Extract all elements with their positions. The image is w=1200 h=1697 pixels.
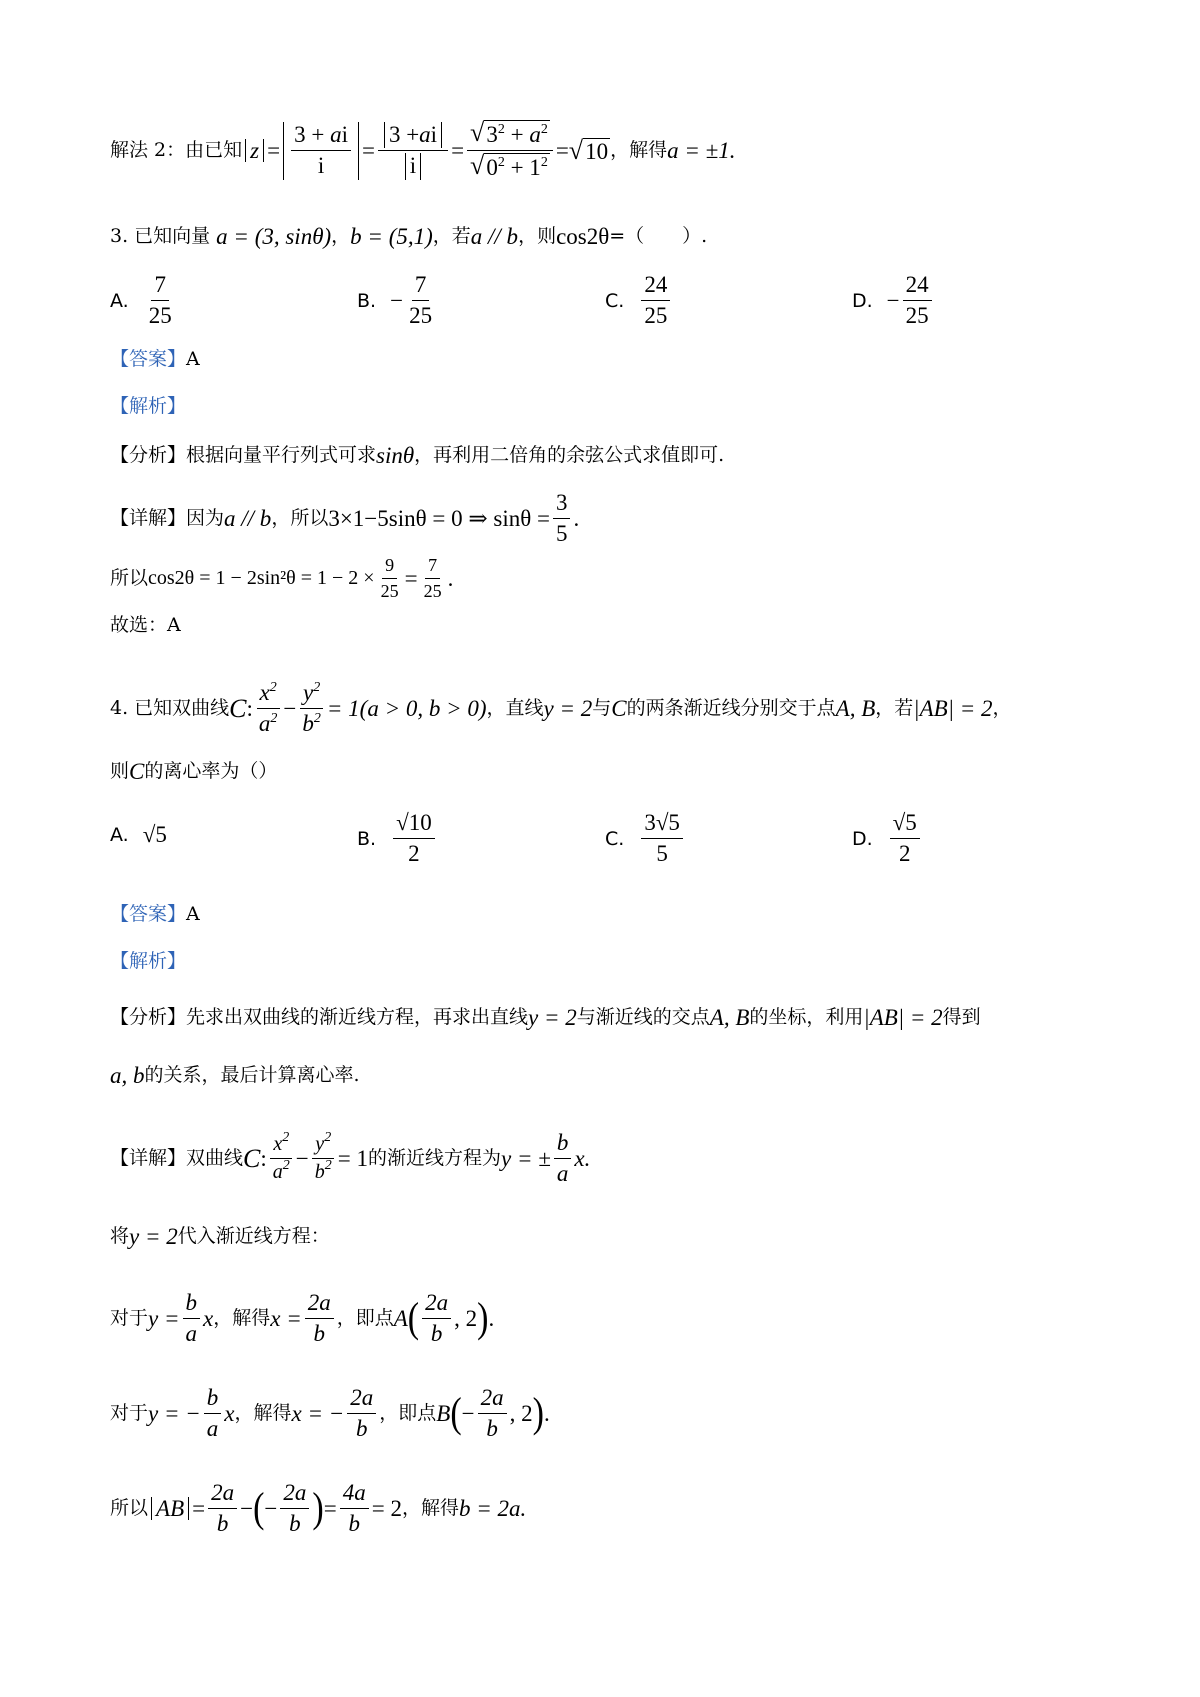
q3-target: cos2θ xyxy=(556,224,610,249)
q4-fenxi-tag: 【分析】 xyxy=(110,1006,187,1028)
q3-fenxi-tag: 【分析】 xyxy=(110,444,187,466)
q4-answer: A xyxy=(186,903,200,925)
q4-fenxi-line1: 【分析】 先求出双曲线的渐近线方程，再求出直线 y = 2 与渐近线的交点 A, B 的坐标，利用 |AB| = 2 得到 xyxy=(110,1005,981,1030)
q3-vec-b: b = (5,1) xyxy=(350,224,433,249)
q3-line2: 所以 cos2θ = 1 − 2sin²θ = 1 − 2 × $\frac{9}{25}$ = $\frac{7}{25}$ . xyxy=(110,555,454,601)
q4-stem-prefix: 4. 已知双曲线 xyxy=(110,697,230,720)
q4-analysis-tag: 【解析】 xyxy=(110,950,187,972)
q3-stem: 3. 已知向量 a = (3, sinθ) ， b = (5,1) ，若 a // b ，则 cos2θ =（ ）. xyxy=(110,224,708,249)
solution2-result: a = ±1. xyxy=(667,138,736,164)
sqrt-10: √ 10 xyxy=(568,135,609,165)
q4-substitute-line: 将 y = 2 代入渐近线方程： xyxy=(110,1224,330,1249)
q3-option-d[interactable]: D. − $\frac{24}{25}$ xyxy=(852,272,935,330)
q3-option-c[interactable]: C. $\frac{24}{25}$ xyxy=(605,272,673,330)
q4-option-b[interactable]: B. $\frac{√10}{2}$ xyxy=(357,810,438,868)
q4-point-b-line: 对于 y = − $\frac{b}{a}$ x ，解得 x = − $\frac{2a}{b}$ ，即点 B ( − $\frac{2a}{b}$ , 2 ) . xyxy=(110,1385,550,1442)
q3-analysis-line xyxy=(110,397,186,416)
q3-detail-line: 【详解】 因为 a // b ，所以 3×1−5sinθ = 0 ⇒ sinθ = $\frac{3}{5}$ . xyxy=(110,490,580,547)
q3-stem-ask: ，则 xyxy=(518,225,557,247)
q3-option-a[interactable]: A. $\frac{7}{25}$ xyxy=(110,272,172,329)
q4-detail-tag: 【详解】 xyxy=(110,1147,187,1170)
q4-stem-line1: 4. 已知双曲线 C : $\frac{x^2}{a^2}$ − $\frac{y^2}{b^2}$ = 1(a > 0, b > 0) ，直线 y = 2 与 C 的两条渐近线分别交于点 A, B ，若 |AB| = 2 ， xyxy=(110,680,1012,737)
abs-z: z xyxy=(245,139,264,162)
sqrt-ratio-fraction: √ $3^2 + a^2$ √ $0^2 + 1^2$ xyxy=(467,120,553,182)
abs-fraction-1: $\frac{3 + ai}{i}$ xyxy=(283,122,359,180)
q3-answer-tag: 【答案】 xyxy=(110,348,187,370)
q4-analysis-line xyxy=(110,952,186,971)
solution2-suffix: ，解得 xyxy=(610,139,668,162)
solution2-prefix: 解法 2：由已知 xyxy=(110,139,243,162)
q4-answer-line xyxy=(110,905,200,924)
q3-stem-mid: ，若 xyxy=(432,225,471,247)
q3-answer-line xyxy=(110,350,200,369)
q3-stem-prefix: 3. 已知向量 xyxy=(110,225,211,247)
q4-fenxi-line2: a, b 的关系，最后计算离心率. xyxy=(110,1063,360,1088)
q4-stem-line2: 则 C 的离心率为（） xyxy=(110,759,278,784)
q3-parallel: a // b xyxy=(470,224,519,249)
q4-option-d[interactable]: D. $\frac{√5}{2}$ xyxy=(852,810,923,868)
q3-detail-tag: 【详解】 xyxy=(110,507,187,530)
q4-answer-tag: 【答案】 xyxy=(110,903,187,925)
q4-detail-line: 【详解】 双曲线 C : $\frac{x^2}{a^2}$ − $\frac{y^2}{b^2}$ = 1 的渐近线方程为 y = ± $\frac{b}{a}$ x. xyxy=(110,1130,591,1187)
q3-fenxi-line: 【分析】 根据向量平行列式可求 sinθ ，再利用二倍角的余弦公式求值即可. xyxy=(110,443,725,468)
q4-option-a[interactable]: A. √5 xyxy=(110,822,167,847)
q3-option-b[interactable]: B. − $\frac{7}{25}$ xyxy=(357,272,433,329)
q3-analysis-tag: 【解析】 xyxy=(110,395,187,417)
q3-stem-end: =（ ）. xyxy=(609,225,708,247)
abs-ratio-fraction: 3 + a i i xyxy=(378,122,448,180)
q3-answer: A xyxy=(186,348,200,370)
solution2-line: 解法 2：由已知 z = $\frac{3 + ai}{i}$ = 3 + a i i = √ $3^2 + a^2$ √ $0^2 + 1^2$ = √ 10 ，解得 a = ±1. xyxy=(110,118,736,181)
q4-ab-line: 所以 AB = $\frac{2a}{b}$ − ( − $\frac{2a}{b}$ ) = $\frac{4a}{b}$ = 2 ，解得 b = 2a. xyxy=(110,1480,527,1537)
q4-option-c[interactable]: C. $\frac{3√5}{5}$ xyxy=(605,810,686,868)
q3-choose-line: 故选：A xyxy=(110,614,181,636)
q4-point-a-line: 对于 y = $\frac{b}{a}$ x ，解得 x = $\frac{2a}{b}$ ，即点 A ( $\frac{2a}{b}$ , 2 ) . xyxy=(110,1290,495,1347)
q3-vec-a: a = (3, sinθ) xyxy=(216,224,332,249)
